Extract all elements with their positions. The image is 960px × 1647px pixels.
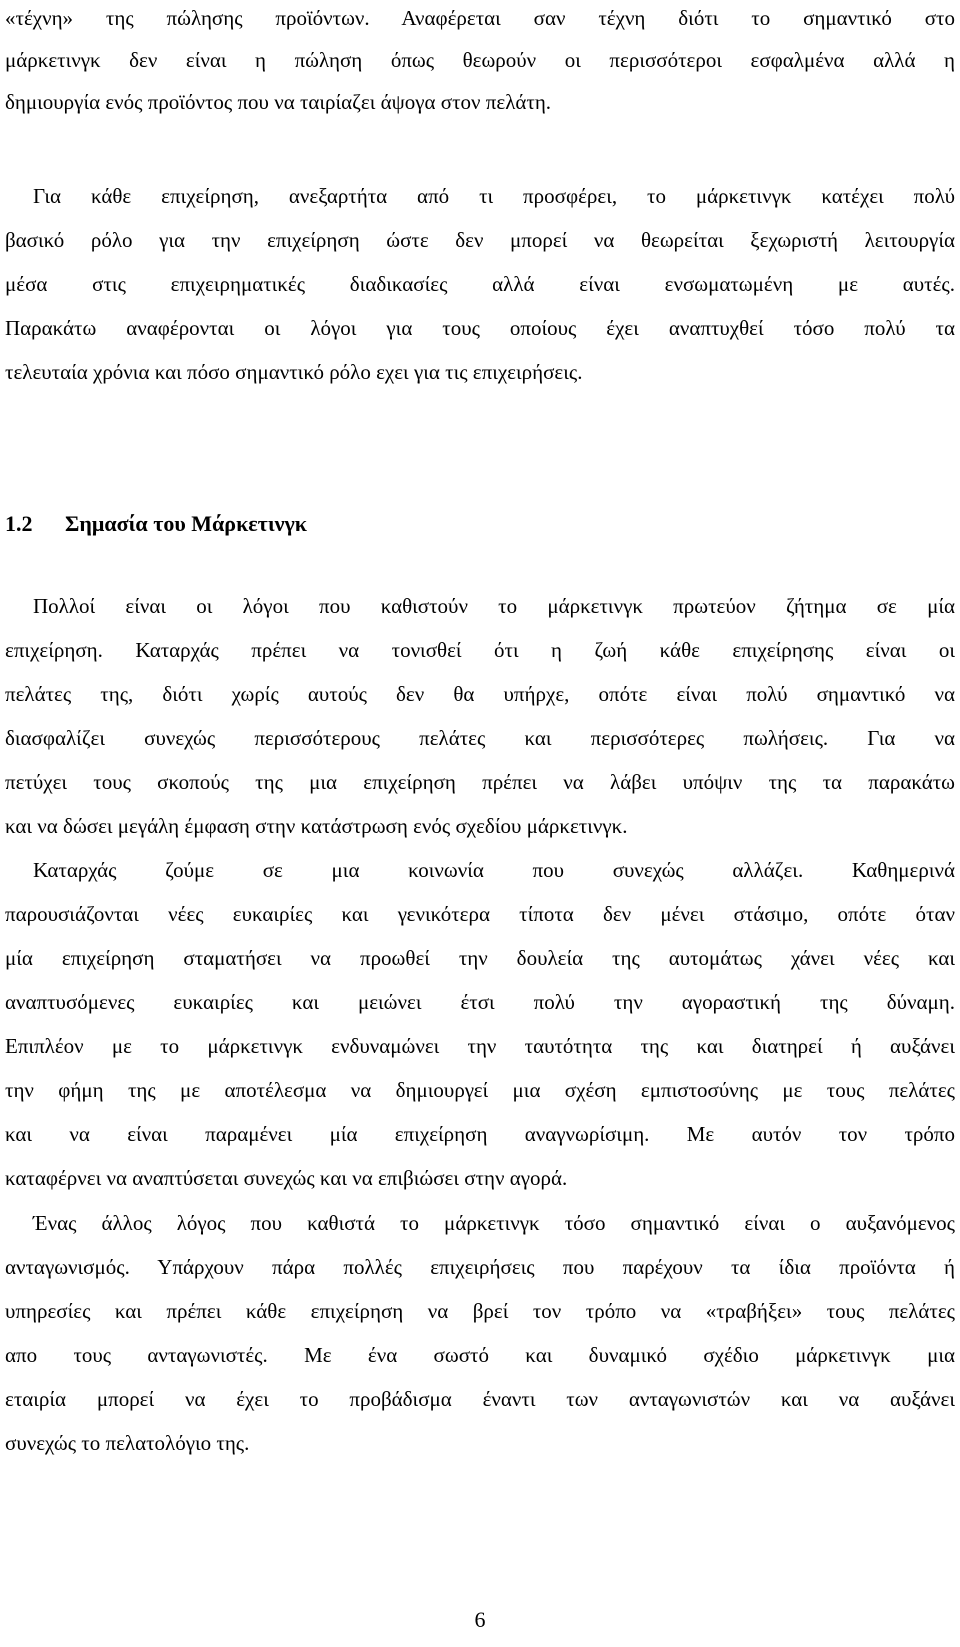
paragraph-line: Παρακάτω αναφέρονται οι λόγοι για τους οποίους έχει αναπτυχθεί τόσο πολύ τα	[5, 316, 955, 340]
paragraph-line: και να δώσει μεγάλη έμφαση στην κατάστρωση ενός σχεδίου μάρκετινγκ.	[5, 814, 628, 838]
paragraph-line: παρουσιάζονται νέες ευκαιρίες και γενικότερα τίποτα δεν μένει στάσιμο, οπότε όταν	[5, 902, 955, 926]
paragraph-line: απο τους ανταγωνιστές. Με ένα σωστό και δυναμικό σχέδιο μάρκετινγκ μια	[5, 1343, 955, 1367]
paragraph-line: πελάτες της, διότι χωρίς αυτούς δεν θα υπήρχε, οπότε είναι πολύ σημαντικό να	[5, 682, 955, 706]
paragraph-line: διασφαλίζει συνεχώς περισσότερους πελάτες και περισσότερες πωλήσεις. Για να	[5, 726, 955, 750]
paragraph-line: Για κάθε επιχείρηση, ανεξαρτήτα από τι προσφέρει, το μάρκετινγκ κατέχει πολύ	[33, 184, 955, 208]
paragraph-line: μάρκετινγκ δεν είναι η πώληση όπως θεωρούν οι περισσότεροι εσφαλμένα αλλά η	[5, 48, 955, 72]
section-title: Σημασία του Μάρκετινγκ	[65, 511, 307, 536]
paragraph-line: συνεχώς το πελατολόγιο της.	[5, 1431, 250, 1455]
paragraph-line: βασικό ρόλο για την επιχείρηση ώστε δεν μπορεί να θεωρείται ξεχωριστή λειτουργία	[5, 228, 955, 252]
paragraph-line: Πολλοί είναι οι λόγοι που καθιστούν το μάρκετινγκ πρωτεύον ζήτημα σε μία	[33, 594, 955, 618]
paragraph-line: πετύχει τους σκοπούς της μια επιχείρηση πρέπει να λάβει υπόψιν της τα παρακάτω	[5, 770, 955, 794]
paragraph-line: και να είναι παραμένει μία επιχείρηση αναγνωρίσιμη. Με αυτόν τον τρόπο	[5, 1122, 955, 1146]
paragraph-line: καταφέρνει να αναπτύσεται συνεχώς και να επιβιώσει στην αγορά.	[5, 1166, 568, 1190]
paragraph-line: μέσα στις επιχειρηματικές διαδικασίες αλλά είναι ενσωματωμένη με αυτές.	[5, 272, 955, 296]
paragraph-line: Καταρχάς ζούμε σε μια κοινωνία που συνεχώς αλλάζει. Καθημερινά	[33, 858, 955, 882]
paragraph-line: Επιπλέον με το μάρκετινγκ ενδυναμώνει την ταυτότητα της και διατηρεί ή αυξάνει	[5, 1034, 955, 1058]
paragraph-line: Ένας άλλος λόγος που καθιστά το μάρκετινγκ τόσο σημαντικό είναι ο αυξανόμενος	[33, 1211, 955, 1235]
paragraph-line: τελευταία χρόνια και πόσο σημαντικό ρόλο εχει για τις επιχειρήσεις.	[5, 360, 583, 384]
paragraph-line: εταιρία μπορεί να έχει το προβάδισμα έναντι των ανταγωνιστών και να αυξάνει	[5, 1387, 955, 1411]
paragraph-line: μία επιχείρηση σταματήσει να προωθεί την δουλεία της αυτομάτως χάνει νέες και	[5, 946, 955, 970]
paragraph-line: υπηρεσίες και πρέπει κάθε επιχείρηση να βρεί τον τρόπο να «τραβήξει» τους πελάτες	[5, 1299, 955, 1323]
section-heading	[5, 504, 307, 544]
paragraph-line: ανταγωνισμός. Υπάρχουν πάρα πολλές επιχειρήσεις που παρέχουν τα ίδια προϊόντα ή	[5, 1255, 955, 1279]
paragraph-line: την φήμη της με αποτέλεσμα να δημιουργεί μια σχέση εμπιστοσύνης με τους πελάτες	[5, 1078, 955, 1102]
section-number: 1.2	[5, 511, 33, 536]
paragraph-line: δημιουργία ενός προϊόντος που να ταιρίαζει άψογα στον πελάτη.	[5, 90, 552, 114]
page-number: 6	[474, 1607, 486, 1632]
paragraph-line: «τέχνη» της πώλησης προϊόντων. Αναφέρεται σαν τέχνη διότι το σημαντικό στο	[5, 6, 955, 30]
paragraph-line: αναπτυσόμενες ευκαιρίες και μειώνει έτσι πολύ την αγοραστική της δύναμη.	[5, 990, 955, 1014]
paragraph-line: επιχείρηση. Καταρχάς πρέπει να τονισθεί ότι η ζωή κάθε επιχείρησης είναι οι	[5, 638, 955, 662]
